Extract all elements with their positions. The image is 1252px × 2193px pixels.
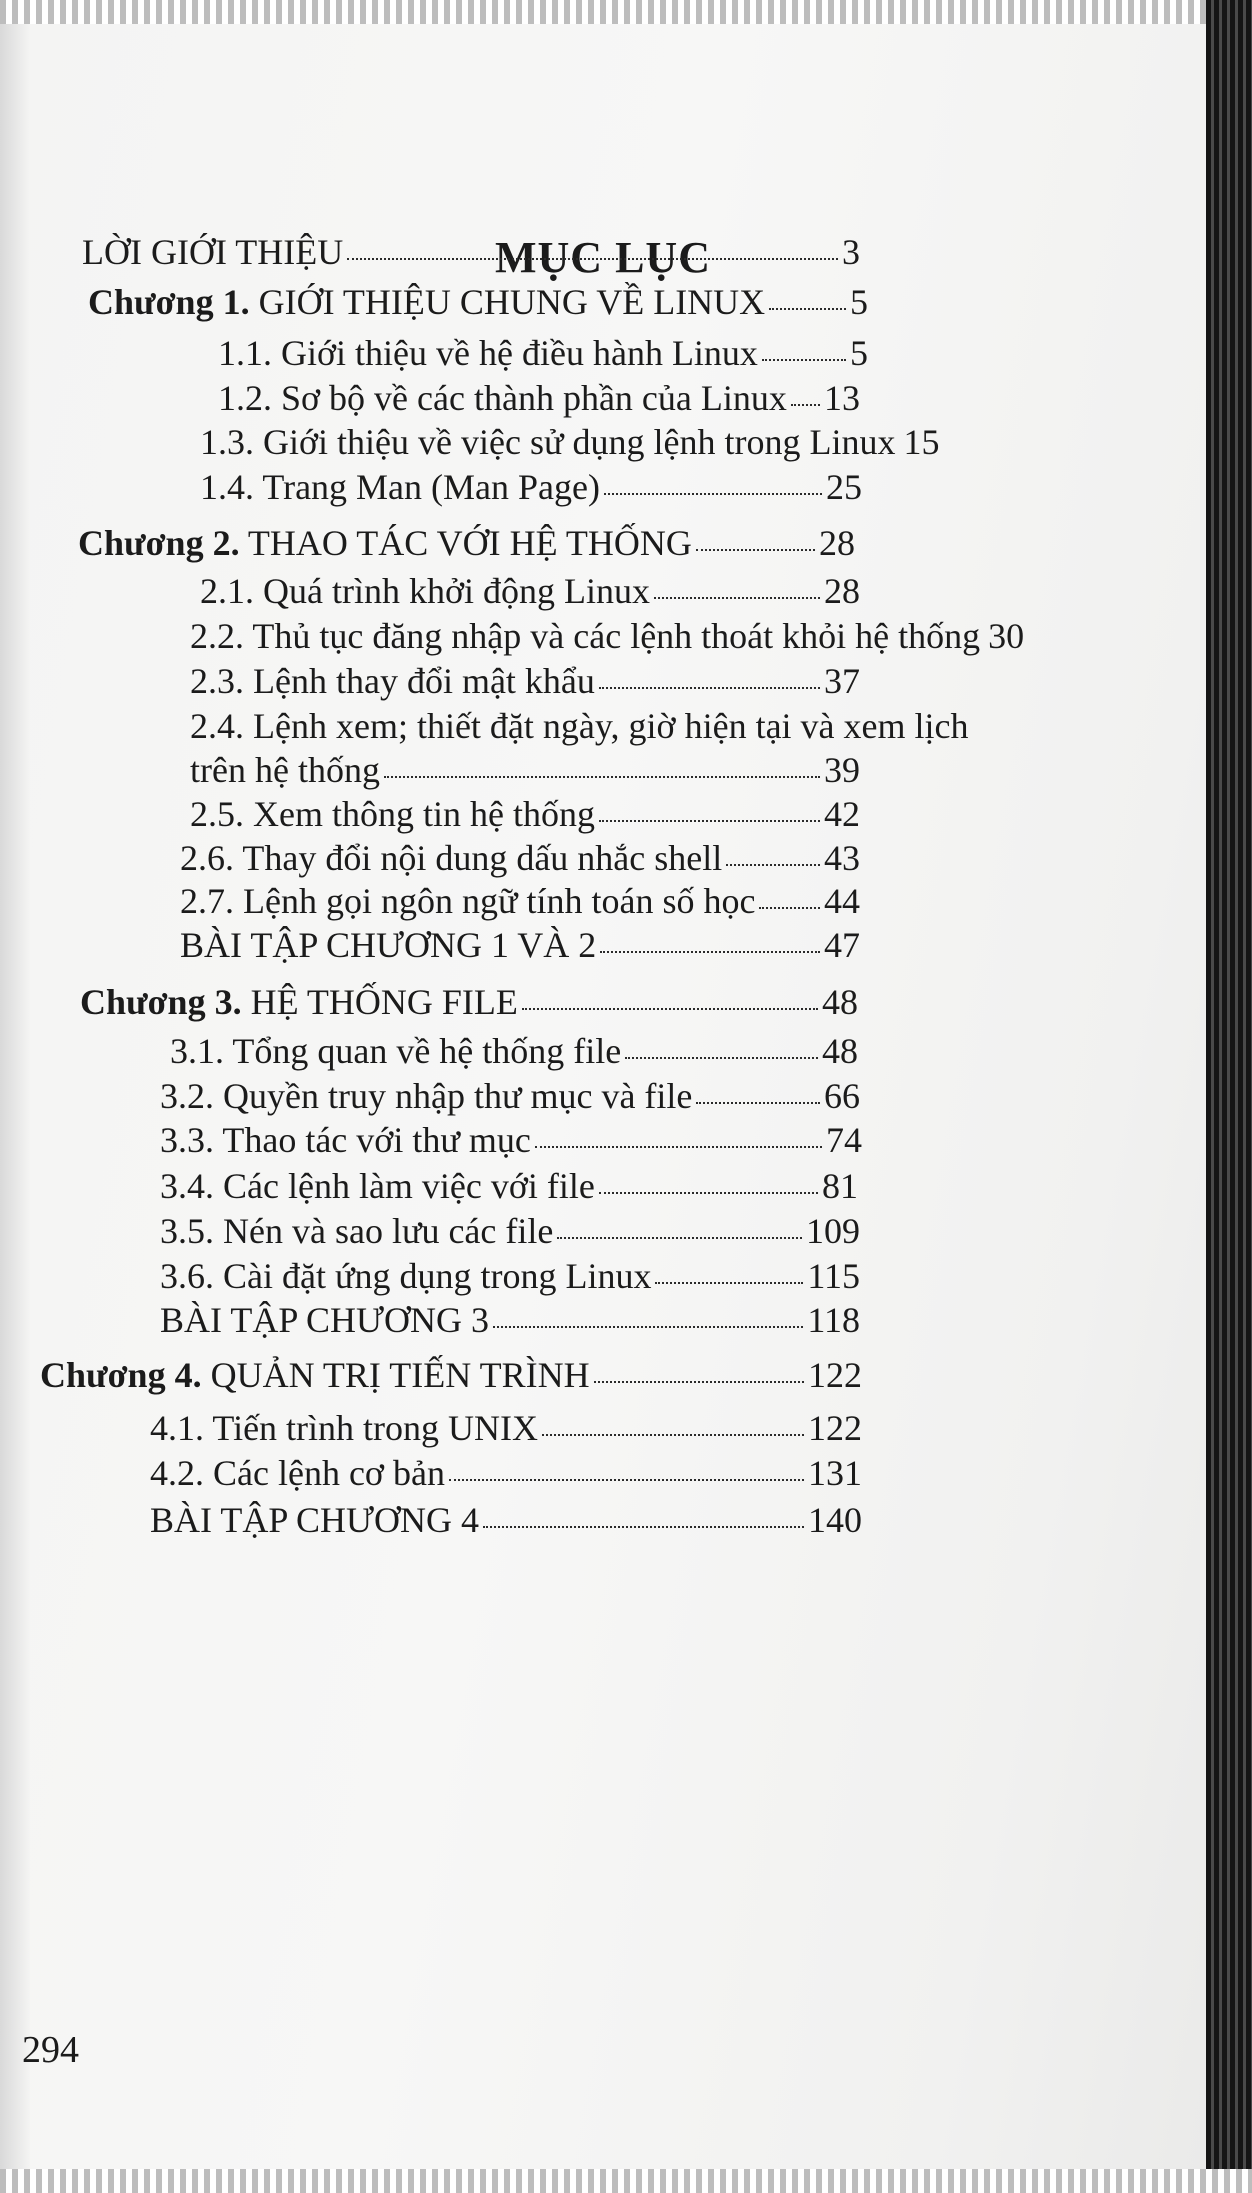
toc-entry [170,1029,858,1073]
toc-dot-leader [759,906,820,909]
toc-entry-text: 3.1. Tổng quan về hệ thống file [170,1031,622,1071]
toc-page-number: 48 [822,982,858,1022]
toc-page-number: 5 [850,282,868,322]
toc-entry [160,1209,860,1253]
toc-entry-text: GIỚI THIỆU CHUNG VỀ LINUX [249,282,766,322]
toc-dot-leader [384,775,820,778]
toc-dot-leader [557,1236,802,1239]
toc-page-number: 109 [806,1211,860,1251]
toc-dot-leader [791,403,820,406]
toc-entry-label [160,1254,651,1298]
toc-page-number: 74 [826,1120,862,1160]
toc-dot-leader [449,1478,804,1481]
toc-page-number: 42 [824,794,860,834]
toc-dot-leader [599,686,820,689]
toc-entry-label [150,1498,479,1542]
toc-entry [160,1254,860,1298]
toc-entry-text: THAO TÁC VỚI HỆ THỐNG [239,523,692,563]
toc-entry [80,980,858,1024]
toc-page-number: 28 [824,571,860,611]
toc-entry-text: 2.2. Thủ tục đăng nhập và các lệnh thoát khỏi hệ thống [190,616,981,656]
toc-page-number: 39 [824,750,860,790]
toc-dot-leader [594,1380,804,1383]
toc-entry [180,836,860,880]
toc-entry-label [200,420,895,464]
toc-page-number: 15 [903,422,940,462]
toc-entry-label [190,792,595,836]
toc-page-number: 37 [824,661,860,701]
toc-dot-leader [483,1525,804,1528]
toc-entry-text: QUẢN TRỊ TIẾN TRÌNH [201,1355,590,1395]
toc-entry-text: 2.7. Lệnh gọi ngôn ngữ tính toán số học [180,881,756,921]
toc-entry-text: trên hệ thống [190,750,380,790]
toc-page-number: 66 [824,1076,860,1116]
toc-entry-label [150,1406,538,1450]
toc-page-number: 28 [819,523,855,563]
toc-entry-label [40,1353,590,1397]
toc-entry [160,1118,862,1162]
toc-dot-leader [604,492,822,495]
book-spine-edge [1206,0,1252,2193]
toc-entry [150,1498,862,1542]
toc-entry [200,569,860,613]
toc-entry-label [190,704,969,748]
toc-dot-leader [726,863,820,866]
toc-entry-label [88,280,765,324]
toc-entry-label [78,521,692,565]
scan-top-edge [0,0,1252,24]
toc-entry-text: LỜI GIỚI THIỆU [82,232,344,272]
toc-dot-leader [654,596,820,599]
toc-entry-label [200,569,650,613]
toc-entry-label [160,1074,692,1118]
toc-chapter-number: Chương 3. [80,982,242,1022]
toc-page-number: 122 [808,1355,862,1395]
scan-bottom-edge [0,2169,1252,2193]
toc-entry-label [200,465,600,509]
toc-entry-text: 4.2. Các lệnh cơ bản [150,1453,445,1493]
toc-entry [82,230,860,274]
page-number: 294 [22,2029,79,2071]
toc-page-number: 30 [988,616,1025,656]
toc-page-number: 5 [850,333,868,373]
toc-entry [190,748,860,792]
toc-entry-label [160,1164,595,1208]
toc-entry-text: 4.1. Tiến trình trong UNIX [150,1408,539,1448]
toc-entry-text: BÀI TẬP CHƯƠNG 3 [160,1300,489,1340]
toc-dot-leader [542,1433,804,1436]
toc-entry-text: 3.6. Cài đặt ứng dụng trong Linux [160,1256,652,1296]
toc-dot-leader [696,548,815,551]
toc-entry-label [160,1118,531,1162]
toc-entry [160,1074,860,1118]
toc-chapter-number: Chương 2. [78,523,240,563]
toc-page-number: 122 [808,1408,862,1448]
toc-entry-text: 1.4. Trang Man (Man Page) [200,467,600,507]
toc-entry-label [180,879,755,923]
toc-entry [190,614,1025,658]
toc-entry [200,420,940,464]
toc-entry [78,521,855,565]
toc-entry-label [82,230,343,274]
toc-entry [160,1164,858,1208]
toc-entry-text: 2.3. Lệnh thay đổi mật khẩu [190,661,595,701]
toc-entry-text: 1.1. Giới thiệu về hệ điều hành Linux [218,333,758,373]
toc-dot-leader [769,307,846,310]
toc-entry-text: 1.2. Sơ bộ về các thành phần của Linux [218,378,787,418]
toc-dot-leader [522,1007,818,1010]
toc-page-number: 43 [824,838,860,878]
toc-entry-text: BÀI TẬP CHƯƠNG 1 VÀ 2 [180,925,597,965]
toc-entry [218,331,868,375]
toc-entry-label [218,331,758,375]
toc-entry [190,659,860,703]
toc-page-number: 25 [826,467,862,507]
toc-entry [40,1353,862,1397]
toc-entry-label [150,1451,445,1495]
toc-dot-leader [493,1325,803,1328]
toc-dot-leader [655,1281,803,1284]
toc-dot-leader [347,257,838,260]
toc-page-number: 115 [807,1256,860,1296]
toc-dot-leader [696,1101,820,1104]
toc-page-number: 118 [807,1300,860,1340]
toc-page-number: 44 [824,881,860,921]
toc-entry-label [180,836,722,880]
toc-dot-leader [535,1145,822,1148]
toc-chapter-number: Chương 1. [88,282,250,322]
toc-entry [218,376,860,420]
toc-entry-label [190,748,380,792]
toc-entry-text: HỆ THỐNG FILE [241,982,518,1022]
toc-entry-label [160,1209,553,1253]
toc-entry [150,1406,862,1450]
toc-entry-text: 3.2. Quyền truy nhập thư mục và file [160,1076,693,1116]
toc-chapter-number: Chương 4. [40,1355,202,1395]
toc-entry-text: 3.3. Thao tác với thư mục [160,1120,531,1160]
toc-dot-leader [625,1056,818,1059]
toc-dot-leader [600,950,820,953]
toc-page-number: 140 [808,1500,862,1540]
toc-page-number: 48 [822,1031,858,1071]
toc-entry [190,704,969,748]
toc-entry-label [80,980,518,1024]
toc-entry-text: 3.5. Nén và sao lưu các file [160,1211,554,1251]
toc-dot-leader [599,1191,818,1194]
toc-entry-text: 3.4. Các lệnh làm việc với file [160,1166,595,1206]
toc-page-number: 13 [824,378,860,418]
toc-entry-text: 2.6. Thay đổi nội dung dấu nhắc shell [180,838,723,878]
toc-entry [180,879,860,923]
toc-entry-label [218,376,787,420]
toc-entry-label [180,923,596,967]
toc-entry-text: 2.1. Quá trình khởi động Linux [200,571,650,611]
toc-page-number: 47 [824,925,860,965]
toc-entry-text: 1.3. Giới thiệu về việc sử dụng lệnh trong Linux [200,422,896,462]
toc-dot-leader [599,819,820,822]
toc-entry [190,792,860,836]
toc-entry [160,1298,860,1342]
toc-page-number: 81 [822,1166,858,1206]
toc-entry-label [160,1298,489,1342]
toc-entry [200,465,862,509]
toc-entry-text: 2.4. Lệnh xem; thiết đặt ngày, giờ hiện tại và xem lịch [190,706,969,746]
toc-entry-text: 2.5. Xem thông tin hệ thống [190,794,595,834]
toc-entry-label [170,1029,621,1073]
toc-dot-leader [762,358,846,361]
toc-entry-label [190,614,980,658]
toc-page-number: 131 [808,1453,862,1493]
toc-entry [88,280,868,324]
page-left-shadow [0,0,30,2193]
toc-entry [150,1451,862,1495]
toc-entry [180,923,860,967]
toc-entry-label [190,659,595,703]
toc-page-number: 3 [842,232,860,272]
page-title: MỤC LỤC [495,233,711,282]
toc-entry-text: BÀI TẬP CHƯƠNG 4 [150,1500,479,1540]
